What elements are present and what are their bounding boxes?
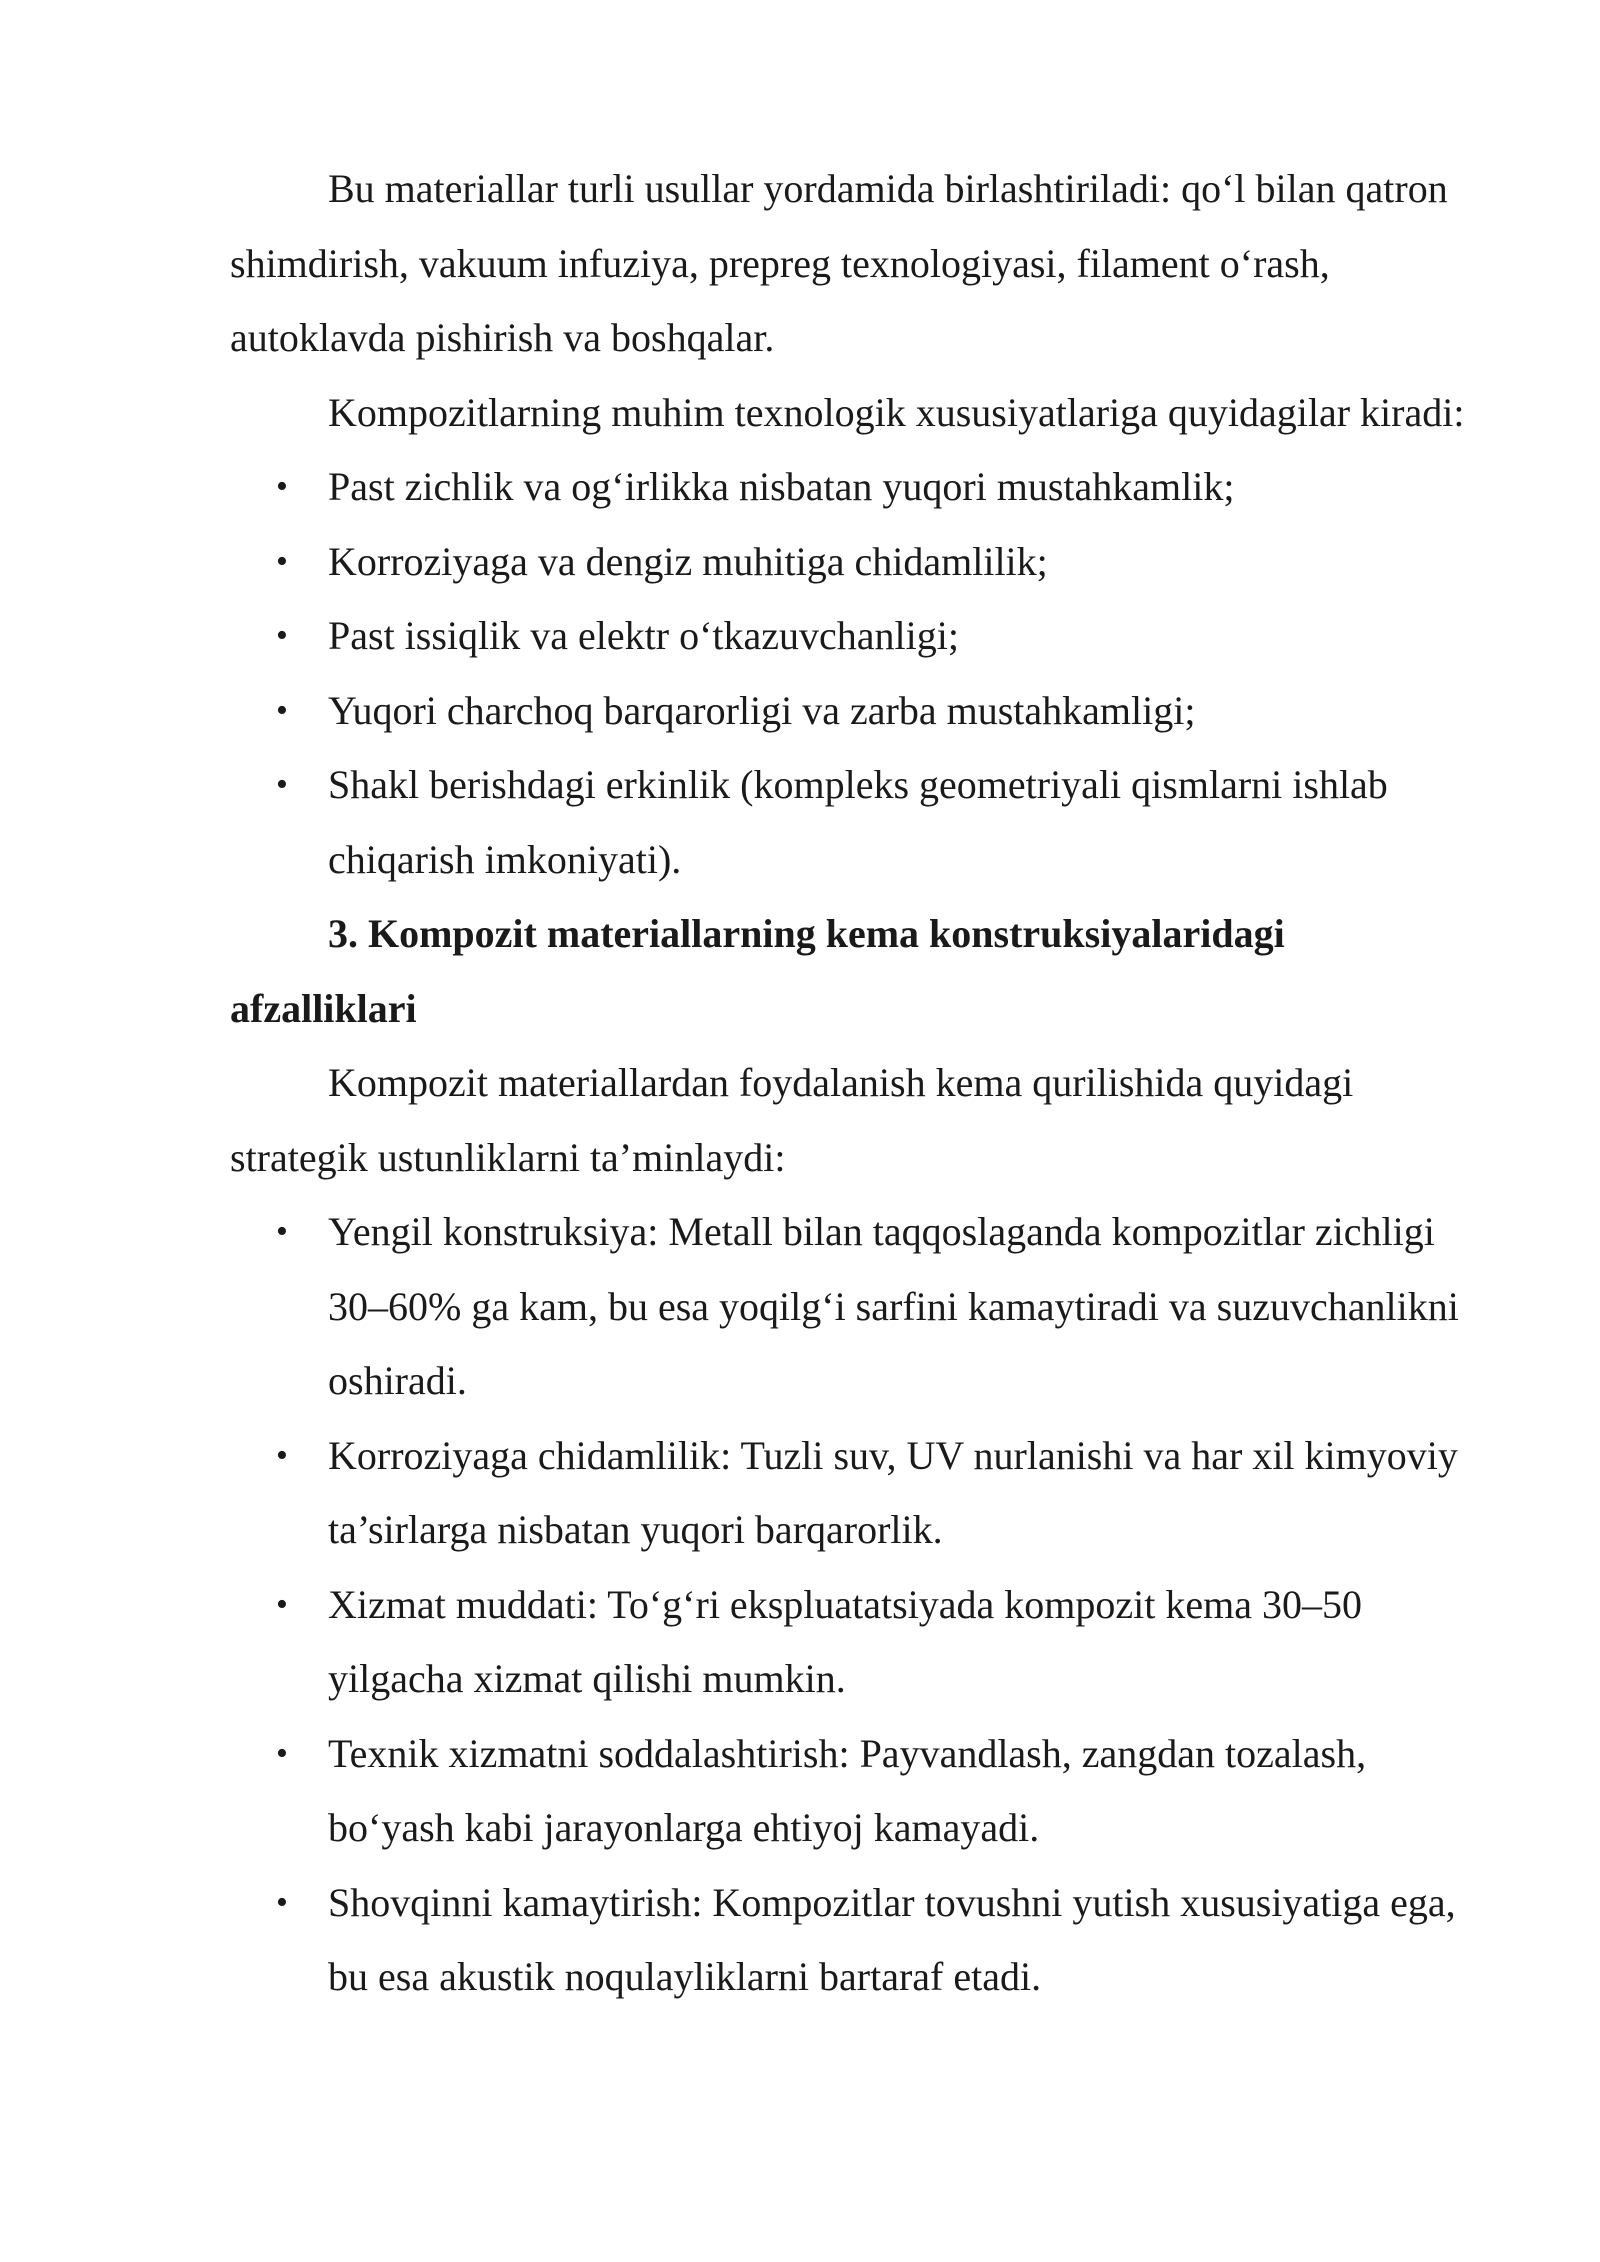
list-item-text: Yengil konstruksiya: Metall bilan taqqoslaganda kompozitlar zichligi 30–60% ga kam, bu esa yoqilg‘i sarfini kamaytiradi va suzuvchanlikni oshiradi. [328, 1209, 1459, 1403]
bullet-icon: • [276, 691, 288, 729]
list-item [230, 1568, 1480, 1717]
list-item-text: Shovqinni kamaytirish: Kompozitlar tovushni yutish xususiyatiga ega, bu esa akustik noqulayliklarni bartaraf etadi. [328, 1879, 1456, 1999]
bullet-icon: • [276, 617, 288, 654]
list-item-text: Korroziyaga va dengiz muhitiga chidamlilik; [328, 538, 1048, 584]
list-item [230, 599, 1480, 674]
bullet-icon: • [276, 1213, 288, 1250]
list-item [230, 1419, 1480, 1568]
list-item-text: Past zichlik va og‘irlikka nisbatan yuqori mustahkamlik; [328, 464, 1235, 509]
list-item-text: Past issiqlik va elektr o‘tkazuvchanligi; [328, 613, 959, 658]
document-page [230, 152, 1480, 2015]
bullet-icon: • [276, 1734, 288, 1772]
list-item-text: Xizmat muddati: To‘g‘ri ekspluatatsiyada kompozit kema 30–50 yilgacha xizmat qilishi mumkin. [328, 1581, 1363, 1701]
paragraph-properties-intro: Kompozitlarning muhim texnologik xususiyatlariga quyidagilar kiradi: [328, 389, 1465, 435]
list-item-text: Yuqori charchoq barqarorligi va zarba mustahkamligi; [328, 687, 1196, 733]
list-item [230, 1717, 1480, 1866]
list-item [230, 674, 1480, 749]
bullet-icon: • [276, 1436, 288, 1474]
bullet-icon: • [276, 1883, 288, 1921]
bullet-icon: • [276, 1585, 288, 1623]
list-item [230, 1195, 1480, 1419]
bullet-icon: • [276, 468, 288, 505]
advantages-list [230, 1195, 1480, 2015]
list-item [230, 1866, 1480, 2015]
list-item-text: Korroziyaga chidamlilik: Tuzli suv, UV nurlanishi va har xil kimyoviy ta’sirlarga nisbatan yuqori barqarorlik. [328, 1432, 1458, 1552]
list-item [230, 525, 1480, 600]
paragraph-advantages-intro: Kompozit materiallardan foydalanish kema qurilishida quyidagi strategik ustunliklarni ta’minlaydi: [230, 1060, 1354, 1180]
list-item [230, 450, 1480, 525]
list-item-text: Shakl berishdagi erkinlik (kompleks geometriyali qismlarni ishlab chiqarish imkoniyati). [328, 762, 1388, 882]
section-heading: 3. Kompozit materiallarning kema konstruksiyalaridagi afzalliklari [230, 911, 1285, 1031]
paragraph-methods: Bu materiallar turli usullar yordamida birlashtiriladi: qo‘l bilan qatron shimdirish, vakuum infuziya, prepreg texnologiyasi, filament o‘rash, autoklavda pishirish va boshqalar. [230, 166, 1448, 360]
properties-list [230, 450, 1480, 897]
bullet-icon: • [276, 766, 288, 803]
list-item [230, 748, 1480, 897]
list-item-text: Texnik xizmatni soddalashtirish: Payvandlash, zangdan tozalash, bo‘yash kabi jarayonlarga ehtiyoj kamayadi. [328, 1730, 1367, 1850]
bullet-icon: • [276, 542, 288, 580]
